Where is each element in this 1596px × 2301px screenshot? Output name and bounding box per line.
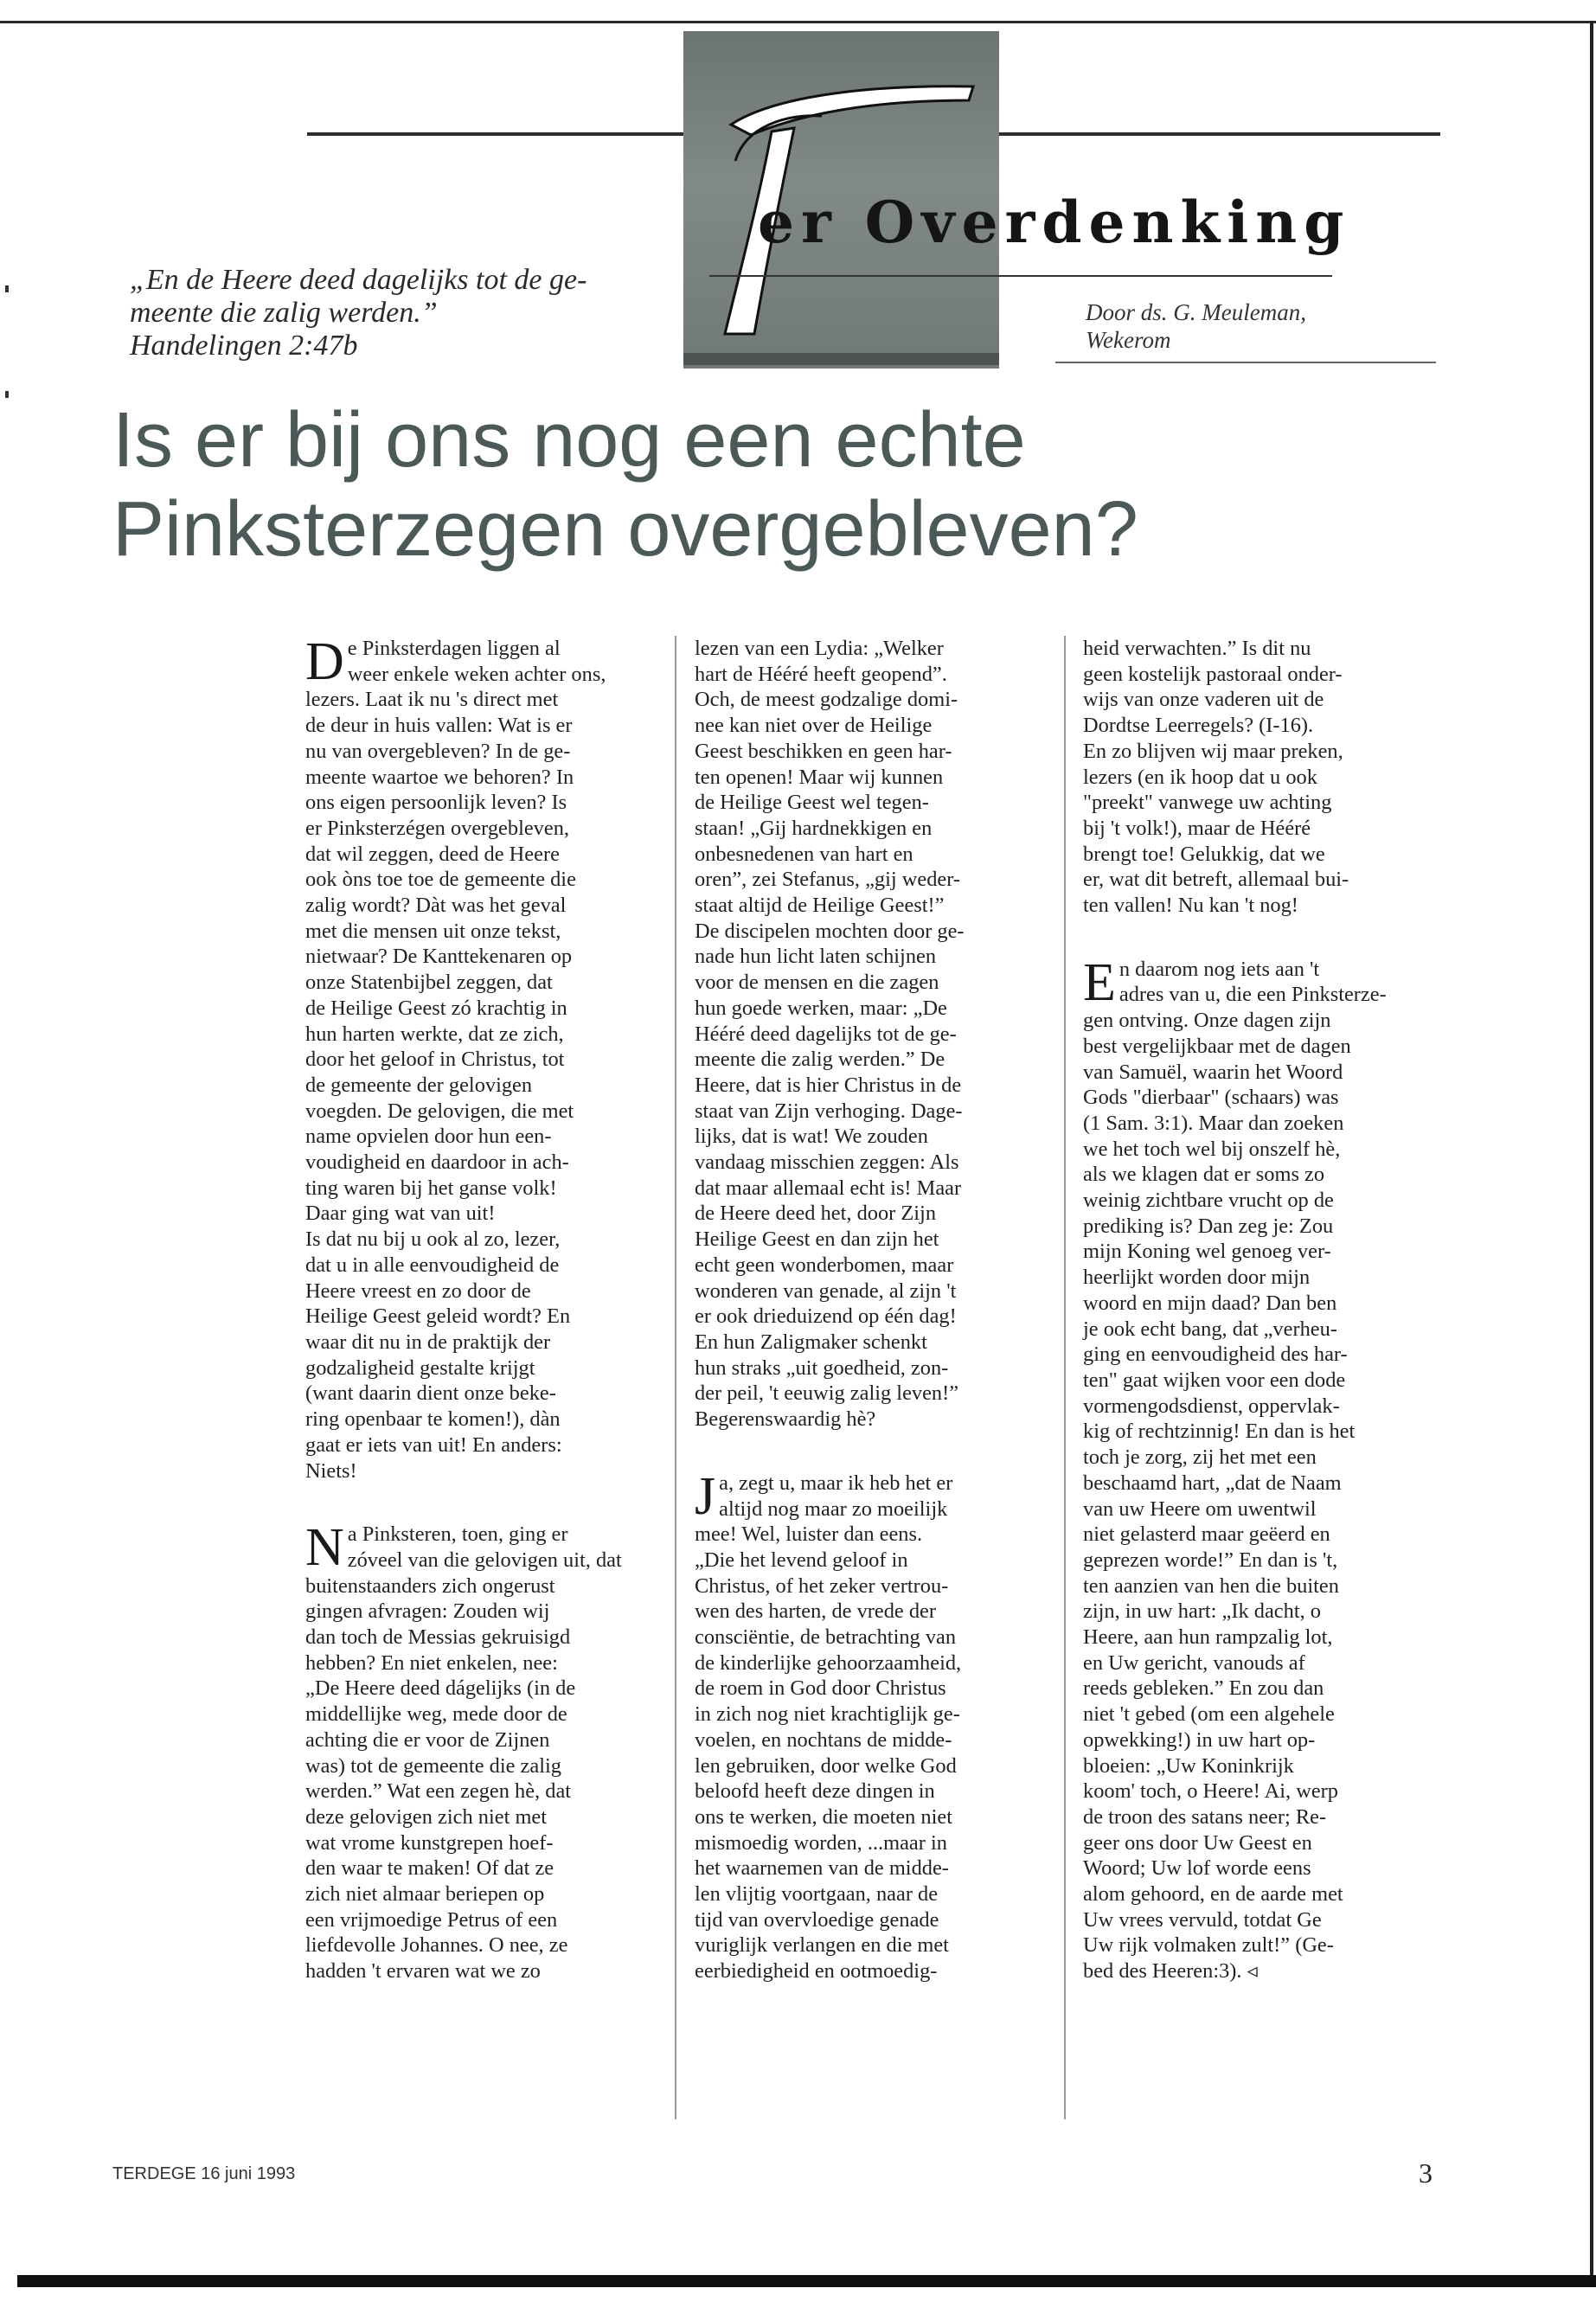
text-line: onze Statenbijbel zeggen, dat	[305, 971, 553, 995]
scripture-quote	[130, 264, 623, 362]
text-line: (1 Sam. 3:1). Maar dan zoeken	[1083, 1111, 1344, 1135]
text-line: van uw Heere om uwentwil	[1083, 1497, 1317, 1521]
text-line: der peil, 't eeuwig zalig leven!”	[695, 1381, 959, 1406]
text-line: je ook echt bang, dat „verheu-	[1083, 1317, 1337, 1341]
text-line: voegden. De gelovigen, die met	[305, 1099, 574, 1123]
text-line: onbesnedenen van hart en	[695, 842, 913, 866]
text-line: mee! Wel, luister dan eens.	[695, 1522, 923, 1547]
text-line: hun goede werken, maar: „De	[695, 996, 947, 1020]
scan-mark	[5, 285, 9, 292]
text-line: Geest beschikken en geen har-	[695, 739, 952, 763]
text-line: hadden 't ervaren wat we zo	[305, 1959, 541, 1984]
text-line: alom gehoord, en de aarde met	[1083, 1882, 1343, 1907]
text-line: reeds gebleken.” En zou dan	[1083, 1676, 1324, 1701]
text-line: „Die het levend geloof in	[695, 1548, 908, 1572]
text-line: staat van Zijn verhoging. Dage-	[695, 1099, 963, 1123]
text-line: in zich nog niet krachtiglijk ge-	[695, 1702, 960, 1727]
text-line: best vergelijkbaar met de dagen	[1083, 1034, 1351, 1058]
title-line: Pinksterzegen overgebleven?	[112, 486, 1138, 573]
text-line: mismoedig worden, ...maar in	[695, 1830, 947, 1855]
text-line: zalig wordt? Dàt was het geval	[305, 894, 567, 918]
text-line: mijn Koning wel genoeg ver-	[1083, 1240, 1331, 1264]
text-line: deze gelovigen zich niet met	[305, 1804, 548, 1829]
text-line: Is dat nu bij u ook al zo, lezer,	[305, 1227, 561, 1252]
text-line: Heilige Geest en dan zijn het	[695, 1227, 939, 1252]
text-line: Niets!	[305, 1458, 357, 1483]
text-line: een vrijmoedige Petrus of een	[305, 1907, 558, 1932]
text-line: echt geen wonderbomen, maar	[695, 1253, 954, 1277]
text-line: we het toch wel bij onszelf hè,	[1083, 1137, 1341, 1161]
text-line: Gods "dierbaar" (schaars) was	[1083, 1086, 1339, 1110]
text-line: hun harten werkte, dat ze zich,	[305, 1022, 564, 1046]
quote-line: meente die zalig werden.”	[130, 297, 438, 329]
text-line: voelen, en nochtans de midde-	[695, 1727, 952, 1752]
text-line: Heere vreest en zo door de	[305, 1279, 531, 1303]
text-line: heerlijkt worden door mijn	[1083, 1266, 1311, 1290]
text-line: wen des harten, de vrede der	[695, 1599, 937, 1624]
article-column-2	[695, 636, 965, 1984]
text-line: Christus, of het zeker vertrou-	[695, 1574, 949, 1598]
text-line: prediking is? Dan zeg je: Zou	[1083, 1214, 1334, 1238]
text-line: buitenstaanders zich ongerust	[305, 1574, 555, 1598]
text-line: meente die zalig werden.” De	[695, 1048, 945, 1072]
text-line: de Heilige Geest zó krachtig in	[305, 996, 567, 1020]
text-line: ring openbaar te komen!), dàn	[305, 1407, 561, 1432]
text-line: altijd nog maar zo moeilijk	[719, 1497, 948, 1521]
text-line: de roem in God door Christus	[695, 1676, 946, 1701]
text-line: staan! „Gij hardnekkigen en	[695, 816, 933, 840]
text-line: bloeien: „Uw Koninkrijk	[1083, 1753, 1294, 1778]
text-line: kig of rechtzinnig! En dan is het	[1083, 1420, 1356, 1444]
paragraph	[1083, 636, 1355, 919]
text-line: met die mensen uit onze tekst,	[305, 919, 561, 943]
text-line: ten aanzien van hen die buiten	[1083, 1574, 1339, 1598]
text-line: adres van u, die een Pinksterze-	[1118, 983, 1387, 1007]
text-line: niet gelasterd maar geëerd en	[1083, 1522, 1330, 1547]
text-line: vormengodsdienst, oppervlak-	[1083, 1394, 1340, 1418]
text-line: Uw vrees vervuld, totdat Ge	[1083, 1907, 1322, 1932]
text-line: lezen van een Lydia: „Welker	[695, 637, 944, 660]
text-line: "preekt" vanwege uw achting	[1083, 791, 1332, 815]
text-line: woord en mijn daad? Dan ben	[1083, 1291, 1337, 1315]
text-line: Och, de meest godzalige domi-	[695, 688, 958, 712]
column-divider	[675, 636, 676, 2119]
text-line: niet 't gebed (om een algehele	[1083, 1702, 1335, 1727]
text-line: hebben? En niet enkelen, nee:	[305, 1650, 558, 1675]
text-line: was) tot de gemeente die zalig	[305, 1753, 561, 1778]
article-column-3	[1083, 636, 1387, 1984]
text-line: Heere, aan hun rampzalig lot,	[1083, 1625, 1333, 1650]
text-line: gingen afvragen: Zouden wij	[305, 1599, 550, 1624]
text-line: nee kan niet over de Heilige	[695, 714, 933, 738]
text-line: beschaamd hart, „dat de Naam	[1083, 1471, 1342, 1495]
text-line: brengt toe! Gelukkig, dat we	[1083, 842, 1325, 866]
text-line: Uw rijk volmaken zult!” (Ge-	[1083, 1933, 1334, 1958]
text-line: achting die er voor de Zijnen	[305, 1727, 550, 1752]
text-line: consciëntie, de betrachting van	[695, 1625, 957, 1650]
text-line: opwekking!) in uw hart op-	[1083, 1727, 1316, 1752]
text-line: vandaag misschien zeggen: Als	[695, 1150, 959, 1175]
text-line: weer enkele weken achter ons,	[347, 662, 606, 686]
text-line: wonderen van genade, al zijn 't	[695, 1279, 957, 1303]
text-line: er Pinksterzégen overgebleven,	[305, 816, 569, 840]
text-line: De discipelen mochten door ge-	[695, 919, 965, 943]
text-line: Hééré deed dagelijks tot de ge-	[695, 1022, 957, 1046]
text-line: ons eigen persoonlijk leven? Is	[305, 791, 567, 815]
text-line: godzaligheid gestalte krijgt	[305, 1356, 535, 1380]
text-line: nu van overgebleven? In de ge-	[305, 739, 571, 763]
text-line: en Uw gericht, vanouds af	[1083, 1650, 1305, 1675]
text-line: waar dit nu in de praktijk der	[305, 1330, 551, 1354]
article-column-1	[305, 632, 622, 1984]
text-line: werden.” Wat een zegen hè, dat	[305, 1779, 572, 1804]
text-line: door het geloof in Christus, tot	[305, 1048, 565, 1072]
text-line: len vlijtig voortgaan, naar de	[695, 1882, 939, 1907]
text-line: ons te werken, die moeten niet	[695, 1804, 953, 1829]
text-line: er ook drieduizend op één dag!	[695, 1304, 957, 1329]
article-title	[112, 396, 1514, 574]
text-line: n daarom nog iets aan 't	[1118, 957, 1320, 981]
text-line: ten openen! Maar wij kunnen	[695, 765, 944, 789]
text-line: (want daarin dient onze beke-	[305, 1381, 556, 1406]
text-line: zijn, in uw hart: „Ik dacht, o	[1083, 1599, 1321, 1624]
text-line: eerbiedigheid en ootmoedig-	[695, 1959, 938, 1984]
text-line: a, zegt u, maar ik heb het er	[719, 1471, 953, 1495]
text-line: e Pinksterdagen liggen al	[347, 637, 561, 660]
text-line: dan toch de Messias gekruisigd	[305, 1625, 571, 1650]
text-line: koom' toch, o Heere! Ai, werp	[1083, 1779, 1338, 1804]
top-rule	[0, 21, 1596, 23]
text-line: geprezen worde!” En dan is 't,	[1083, 1548, 1338, 1572]
drop-cap: E	[1083, 952, 1116, 1012]
scan-mark	[5, 391, 9, 398]
text-line: wat vrome kunstgrepen hoef-	[305, 1830, 554, 1855]
drop-cap: D	[305, 632, 344, 691]
text-line: den waar te maken! Of dat ze	[305, 1856, 554, 1881]
text-line: a Pinksteren, toen, ging er	[347, 1522, 568, 1547]
drop-cap: J	[695, 1466, 716, 1526]
text-line: oren”, zei Stefanus, „gij weder-	[695, 868, 960, 892]
text-line: „De Heere deed dágelijks (in de	[305, 1676, 576, 1701]
text-line: len gebruiken, door welke God	[695, 1753, 957, 1778]
right-edge-rule	[1590, 21, 1593, 2279]
text-line: dat wil zeggen, deed de Heere	[305, 842, 560, 866]
paragraph	[305, 632, 606, 1484]
page-number: 3	[1419, 2157, 1433, 2189]
text-line: staat altijd de Heilige Geest!”	[695, 894, 945, 918]
byline-place: Wekerom	[1086, 327, 1171, 353]
text-line: Daar ging wat van uit!	[305, 1202, 496, 1226]
text-line: lezers (en ik hoop dat u ook	[1083, 765, 1317, 789]
text-line: het waarnemen van de midde-	[695, 1856, 949, 1881]
bottom-rule	[17, 2275, 1596, 2287]
text-line: nietwaar? De Kanttekenaren op	[305, 945, 573, 969]
text-line: de troon des satans neer; Re-	[1083, 1804, 1327, 1829]
text-line: als we klagen dat er soms zo	[1083, 1163, 1325, 1187]
heading-underline	[709, 275, 1332, 277]
text-line: de deur in huis vallen: Wat is er	[305, 714, 573, 738]
text-line: geer ons door Uw Geest en	[1083, 1830, 1312, 1855]
paragraph	[305, 1518, 622, 1984]
text-line: ging en eenvoudigheid des har-	[1083, 1343, 1348, 1367]
text-line: ten" gaat wijken voor een dode	[1083, 1368, 1346, 1392]
text-line: de kinderlijke gehoorzaamheid,	[695, 1650, 962, 1675]
text-line: hun straks „uit goedheid, zon-	[695, 1356, 949, 1380]
text-line: wijs van onze vaderen uit de	[1083, 688, 1324, 712]
text-line: En hun Zaligmaker schenkt	[695, 1330, 927, 1354]
text-line: Heere, dat is hier Christus in de	[695, 1073, 962, 1097]
text-line: gen ontving. Onze dagen zijn	[1083, 1009, 1331, 1033]
text-line: ten vallen! Nu kan 't nog!	[1083, 894, 1298, 918]
text-line: heid verwachten.” Is dit nu	[1083, 637, 1311, 660]
text-line: tijd van overvloedige genade	[695, 1907, 939, 1932]
byline-author: Door ds. G. Meuleman,	[1086, 299, 1306, 325]
drop-cap: N	[305, 1518, 344, 1578]
text-line: hart de Hééré heeft geopend”.	[695, 662, 947, 686]
paragraph	[1083, 952, 1387, 1984]
text-line: lijks, dat is wat! We zouden	[695, 1125, 928, 1149]
text-line: En zo blijven wij maar preken,	[1083, 739, 1343, 763]
text-line: er, wat dit betreft, allemaal bui-	[1083, 868, 1349, 892]
text-line: zich niet almaar beriepen op	[305, 1882, 545, 1907]
text-line: weinig zichtbare vrucht op de	[1083, 1189, 1334, 1213]
text-line: geen kostelijk pastoraal onder-	[1083, 662, 1343, 686]
text-line: van Samuël, waarin het Woord	[1083, 1060, 1343, 1084]
text-line: zóveel van die gelovigen uit, dat	[347, 1548, 622, 1572]
paragraph	[695, 1466, 965, 1984]
text-line: voudigheid en daardoor in ach-	[305, 1150, 569, 1175]
byline	[1086, 298, 1306, 354]
text-line: dat maar allemaal echt is! Maar	[695, 1176, 962, 1200]
text-line: toch je zorg, zij het met een	[1083, 1445, 1317, 1470]
text-line: ook òns toe toe de gemeente die	[305, 868, 576, 892]
text-line: gaat er iets van uit! En anders:	[305, 1433, 562, 1457]
text-line: ting waren bij het ganse volk!	[305, 1176, 557, 1200]
text-line: bij 't volk!), maar de Hééré	[1083, 816, 1311, 840]
text-line: nade hun licht laten schijnen	[695, 945, 937, 969]
section-heading: er Overdenking	[758, 189, 1351, 256]
text-line: Heilige Geest geleid wordt? En	[305, 1304, 571, 1329]
text-line: lezers. Laat ik nu 's direct met	[305, 688, 559, 712]
text-line: de Heilige Geest wel tegen-	[695, 791, 929, 815]
text-line: vuriglijk verlangen en die met	[695, 1933, 949, 1958]
text-line: Begerenswaardig hè?	[695, 1407, 876, 1432]
text-line: voor de mensen en die zagen	[695, 971, 939, 995]
byline-rule	[1055, 362, 1436, 363]
column-divider	[1064, 636, 1066, 2119]
text-line: bed des Heeren:3). ◃	[1083, 1959, 1258, 1984]
quote-reference: Handelingen 2:47b	[130, 330, 358, 362]
paragraph	[695, 636, 965, 1433]
text-line: name opvielen door hun een-	[305, 1125, 552, 1149]
footer-publication-date: TERDEGE 16 juni 1993	[112, 2164, 296, 2183]
text-line: meente waartoe we behoren? In	[305, 765, 574, 789]
text-line: Dordtse Leerregels? (I-16).	[1083, 714, 1314, 738]
text-line: middellijke weg, mede door de	[305, 1702, 567, 1727]
logo-block-base	[683, 353, 999, 365]
text-line: Woord; Uw lof worde eens	[1083, 1856, 1311, 1881]
quote-line: „En de Heere deed dagelijks tot de ge-	[130, 264, 587, 296]
text-line: dat u in alle eenvoudigheid de	[305, 1253, 560, 1277]
title-line: Is er bij ons nog een echte	[112, 397, 1026, 484]
text-line: de gemeente der gelovigen	[305, 1073, 533, 1097]
text-line: de Heere deed het, door Zijn	[695, 1202, 937, 1226]
text-line: beloofd heeft deze dingen in	[695, 1779, 935, 1804]
text-line: liefdevolle Johannes. O nee, ze	[305, 1933, 568, 1958]
